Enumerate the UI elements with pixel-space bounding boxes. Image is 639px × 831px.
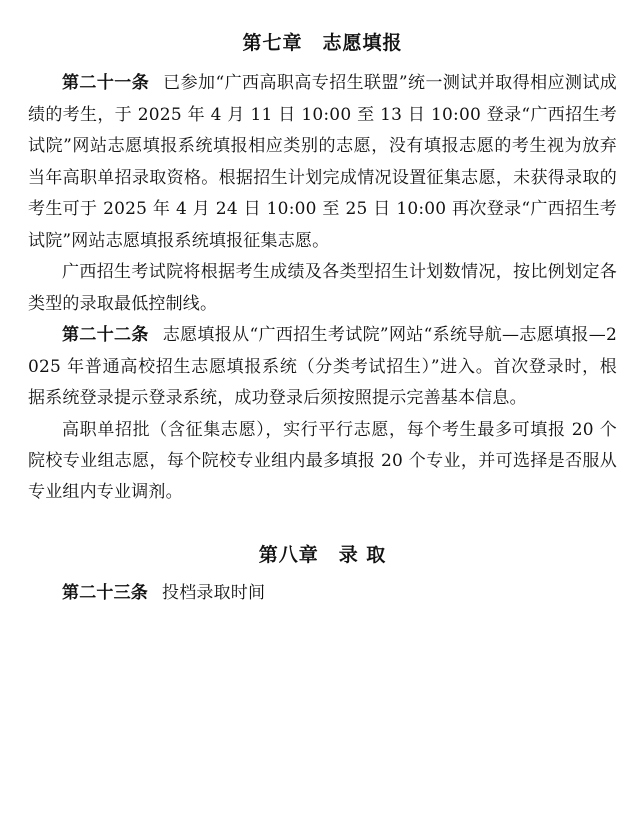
article-23-text-1: 投档录取时间 xyxy=(162,582,266,603)
article-22-paragraph-2 xyxy=(28,415,617,508)
chapter-8-title: 第八章 录 取 xyxy=(258,543,387,566)
article-22-text-1: 志愿填报从“广西招生考试院”网站“系统导航—志愿填报—2025 年普通高校招生志愿填报系统（分类考试招生）”进入。首次登录时，根据系统登录提示登录系统，成功登录后须按照提示完善基本信息。 xyxy=(28,325,617,408)
article-22-text-2: 高职单招批（含征集志愿），实行平行志愿，每个考生最多可填报 20 个院校专业组志愿，每个院校专业组内最多填报 20 个专业，并可选择是否服从专业组内专业调剂。 xyxy=(28,419,617,502)
article-23-paragraph-1 xyxy=(28,578,617,610)
article-22-paragraph-1 xyxy=(28,320,617,415)
article-21-paragraph-1 xyxy=(28,68,617,257)
article-21-paragraph-2 xyxy=(28,257,617,320)
article-23-label: 第二十三条 xyxy=(62,582,148,603)
article-21-text-1: 已参加“广西高职高专招生联盟”统一测试并取得相应测试成绩的考生，于 2025 年 4 月 11 日 10:00 至 13 日 10:00 登录“广西招生考试院”网站志愿填报系统填报相应类别的志愿，没有填报志愿的考生视为放弃当年高职单招录取资格。根据招生计划完成情况设置征集志愿，未获得录取的考生可于 2025 年 4 月 24 日 10:00 至 25 日 10:00 再次登录“广西招生考试院”网站志愿填报系统填报征集志愿。 xyxy=(28,73,618,251)
article-21-text-2: 广西招生考试院将根据考生成绩及各类型招生计划数情况，按比例划定各类型的录取最低控制线。 xyxy=(28,262,617,314)
article-22-label: 第二十二条 xyxy=(62,325,149,345)
chapter-7-title: 第七章 志愿填报 xyxy=(242,32,403,54)
article-21-label: 第二十一条 xyxy=(62,73,150,93)
